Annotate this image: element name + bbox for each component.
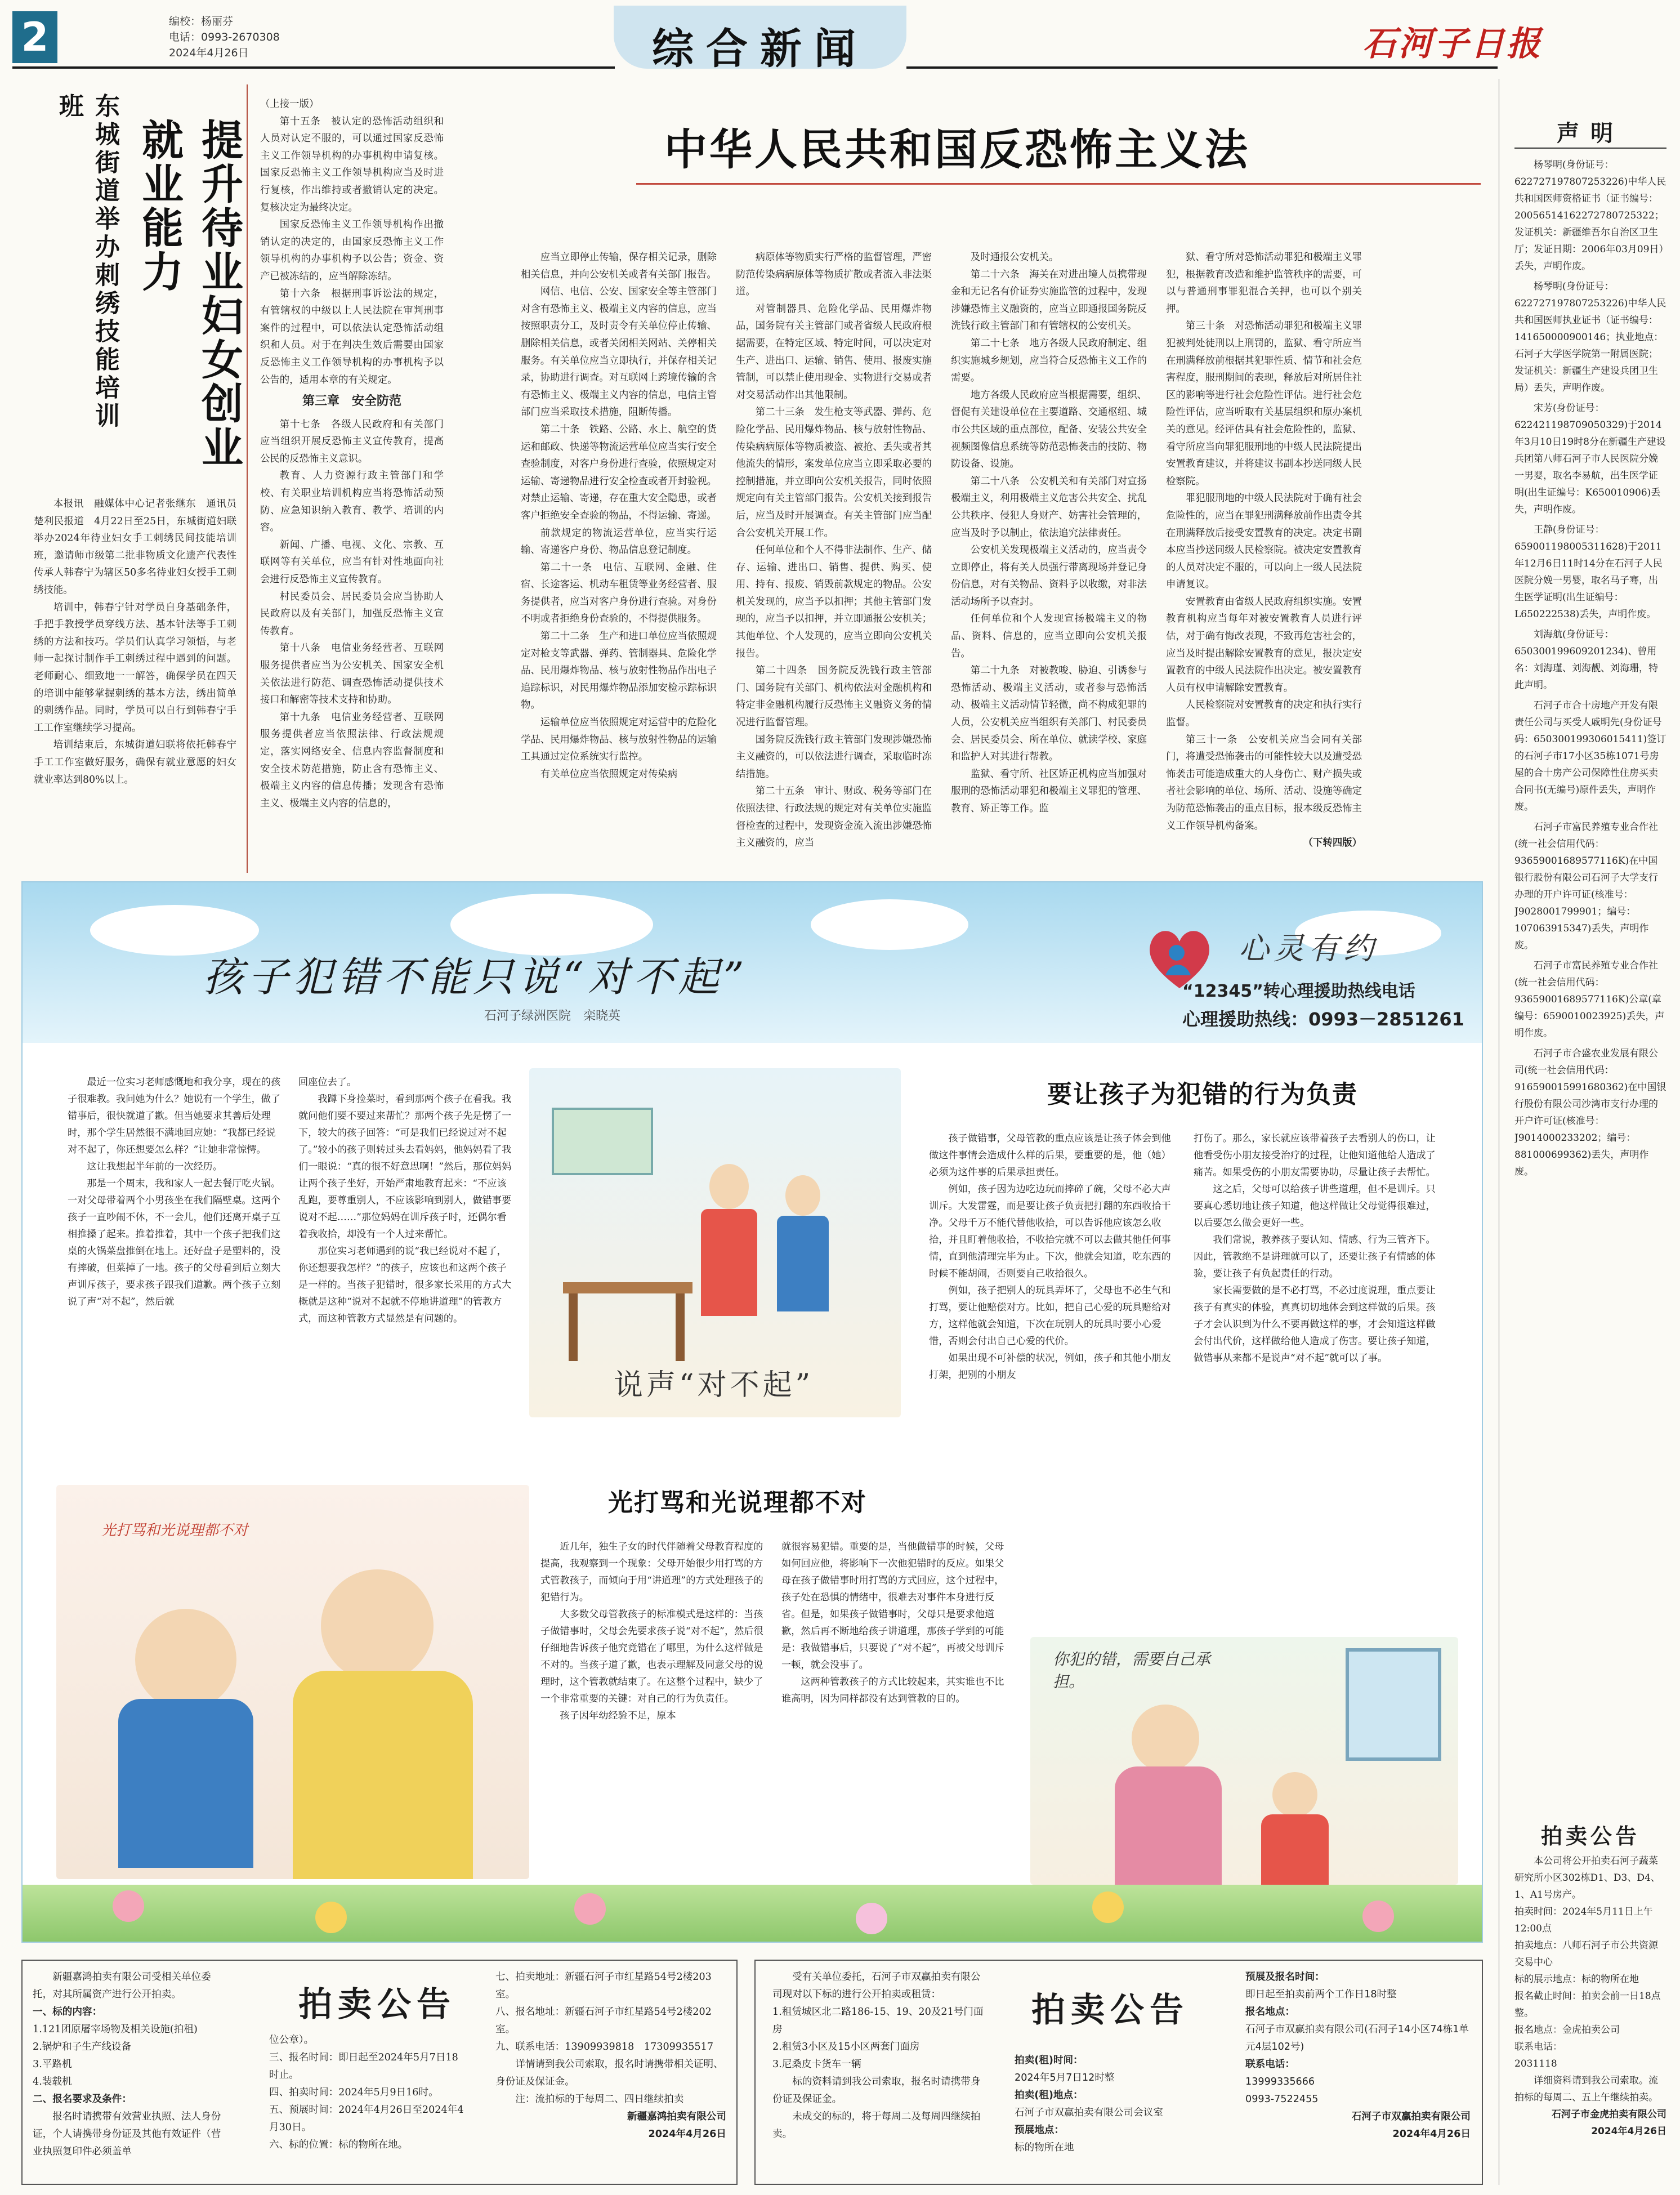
feature-paragraph: 例如，孩子把别人的玩具弄坏了，父母也不必生气和打骂，要让他赔偿对方。比如，把自己心爱的玩具赔给对方，这样他就会知道，下次在玩别人的玩具时要小心爱惜，否则会付出自己心爱的代价。 (929, 1285, 1171, 1347)
law-paragraph: 第十九条 电信业务经营者、互联网服务提供者应当依照法律、行政法规规定，落实网络安全、信息内容监督制度和安全技术防范措施，防止含有恐怖主义、极端主义内容的信息传播；发现含有恐怖主义、极端主义内容的信息的， (260, 711, 444, 809)
paper-name-logo: 石河子日报 (1362, 24, 1543, 64)
auction-item: 2.锅炉和子生产线设备 (33, 2041, 132, 2053)
sidebar-auction-date: 2024年4月26日 (1591, 2126, 1666, 2137)
law-paragraph: 第二十二条 生产和进口单位应当依照规定对枪支等武器、弹药、管制器具、危险化学品、民用爆炸物品、核与放射性物品作出电子追踪标识，对民用爆炸物品添加安检示踪标识物。 (521, 631, 717, 711)
law-paragraph: 地方各级人民政府应当根据需要，组织、督促有关建设单位在主要道路、交通枢纽、城市公共区域的重点部位，配备、安装公共安全视频图像信息系统等防范恐怖袭击的技防、物防设备、设施。 (951, 389, 1147, 470)
auction-ad-2-date: 2024年4月26日 (1392, 2129, 1471, 2140)
auction-ad-2-value: 0993-7522455 (1245, 2094, 1319, 2105)
hotline-2: 心理援助热线：0993－2851261 (1182, 1009, 1464, 1030)
law-paragraph: 村民委员会、居民委员会应当协助人民政府以及有关部门，加强反恐怖主义宣传教育。 (260, 591, 444, 637)
law-paragraph: 安置教育由省级人民政府组织实施。安置教育机构应当每年对被安置教育人员进行评估，对于确有悔改表现，不致再危害社会的，应当及时提出解除安置教育的意见，报决定安置教育的中级人民法院作出决定。被安置教育人员有权申请解除安置教育。 (1166, 596, 1362, 694)
law-paragraph: 第三十一条 公安机关应当会同有关部门，将遭受恐怖袭击的可能性较大以及遭受恐怖袭击可能造成重大的人身伤亡、财产损失或者社会影响的单位、场所、活动、设施等确定为防范恐怖袭击的重点目标，报本级反恐怖主义工作领导机构备案。 (1166, 734, 1362, 832)
law-column (260, 96, 444, 873)
law-paragraph: 公安机关发现极端主义活动的，应当责令立即停止，将有关人员强行带离现场并登记身份信息，对有关物品、资料予以收缴，对非法活动场所予以查封。 (951, 545, 1147, 608)
law-continued-note: （下转四版） (1303, 837, 1362, 849)
feature-logo-text: 心灵有约 (1239, 931, 1378, 966)
feature-paragraph: 如果出现不可补偿的状况，例如，孩子和其他小朋友打架，把别的小朋友 (929, 1353, 1171, 1381)
auction-ad-2-label: 预展及报名时间： (1245, 1971, 1325, 1983)
editor-info (169, 14, 280, 61)
feature-paragraph: 那位实习老师遇到的说“我已经说对不起了，你还想要我怎样？”的孩子，应该也和这两个孩子是一样的。当孩子犯错时，很多家长采用的方式大概就是这种“说对不起就不停地讲道理”的管教方式，而这种管教方式显然是有问题的。 (298, 1246, 512, 1324)
auction-ad-2-label: 拍卖(租)地点： (1015, 2090, 1083, 2101)
auction-ad-1-line: 三、报名时间：即日起至2024年5月7日18时止。 (269, 2052, 458, 2081)
sidebar-auction-line: 拍卖时间：2024年5月11日上午12:00点 (1514, 1906, 1653, 1934)
law-paragraph: 任何单位和个人不得非法制作、生产、储存、运输、进出口、销售、提供、购买、使用、持有、报废、销毁前款规定的物品。公安机关发现的，应当予以扣押；其他主管部门发现的，应当予以扣押，并立即通报公安机关；其他单位、个人发现的，应当立即向公安机关报告。 (736, 545, 932, 659)
auction-ad-1-date: 2024年4月26日 (648, 2129, 726, 2140)
law-paragraph: 第十五条 被认定的恐怖活动组织和人员对认定不服的，可以通过国家反恐怖主义工作领导机构的办事机构申请复核。国家反恐怖主义工作领导机构应当及时进行复核，作出维持或者撤销认定的决定。复核决定为最终决定。 (260, 115, 444, 213)
feature-paragraph: 孩子做错事，父母管教的重点应该是让孩子体会到他做这件事情会造成什么样的后果，要重要的是，他（她）必须为这件事的后果承担责任。 (929, 1133, 1171, 1178)
statement-heading-rule (1514, 148, 1666, 149)
feature-paragraph: 这两种管教孩子的方式比较起来，其实谁也不比谁高明，因为同样都没有达到管教的目的。 (781, 1676, 1004, 1705)
feature-paragraph: 那是一个周末，我和家人一起去餐厅吃火锅。一对父母带着两个小男孩坐在我们隔壁桌。这两个孩子一直吵闹不休，不一会儿，他们还离开桌子互相推搡了起来。推着推着，其中一个孩子把我们这桌的火锅菜盘推倒在地上。还好盘子是塑料的，没有摔破，但菜掉了一地。孩子的父母看到后立刻大声训斥孩子，要求孩子跟我们道歉。两个孩子立刻说了声“对不起”，然后就 (68, 1178, 281, 1308)
statement-entry: 石河子市富民养殖专业合作社(统一社会信用代码：93659001689577116K)公章(章编号：65900100239​25)丢失，声明作废。 (1514, 960, 1665, 1039)
sidebar-auction-line: 联系电话： (1514, 2041, 1562, 2053)
feature-paragraph: 例如，孩子因为边吃边玩而摔碎了碗，父母不必大声训斥。大发雷霆，而是要让孩子负责把打翻的东西收拾干净。父母千万不能代替他收拾，可以告诉他应该怎么收拾，并且盯着他收拾，不收拾完就不可以去做其他任何事情，直到他清理完毕为止。下次，他就会知道，吃东西的时候不能胡闹，否则要自己收拾很久。 (929, 1184, 1171, 1279)
law-paragraph: 新闻、广播、电视、文化、宗教、互联网等有关单位，应当有针对性地面向社会进行反恐怖主义宣传教育。 (260, 539, 444, 586)
auction-ad-1-line: 位公章）。 (269, 2035, 314, 2046)
illustration-apology (529, 1068, 901, 1417)
auction-ad-1-req: 报名时请携带有效营业执照、法人身份证，个人请携带身份证及其他有效证件（营业执照复印件必须盖单 (33, 2111, 221, 2157)
section-title: 综合新闻 (652, 25, 868, 73)
sidebar-auction-line: 本公司将公开拍卖石河子蔬菜研究所小区302栋D1、D3、D4、1、A1号房产。 (1514, 1855, 1660, 1900)
auction-ad-1-req-title: 二、报名要求及条件： (33, 2094, 132, 2105)
masthead (0, 0, 1680, 73)
left-article-title: 提升待业妇女创业就业能力 (135, 118, 243, 470)
illustration-apology-caption: 说声“对不起” (614, 1368, 814, 1402)
auction-ad-1-line: 五、预展时间：2024年4月26日至2024年4月30日。 (269, 2104, 464, 2133)
feature-paragraph: 就很容易犯错。重要的是，当他做错事的时候，父母如何回应他，将影响下一次他犯错时的反应。如果父母在孩子做错事时用打骂的方式回应，这个过程中，孩子处在恐惧的情绪中，很难去对事件本身进行反省。但是，如果孩子做错事时，父母只是要求他道歉，然后再不断地给孩子讲道理，那孩子学到的可能是：我做错事后，只要说了“对不起”，再被父母训斥一顿，就会没事了。 (781, 1541, 1004, 1671)
feature-byline: 石河子绿洲医院 栾晓英 (484, 1009, 621, 1023)
auction-ad-2-value: 标的物所在地 (1015, 2142, 1074, 2153)
auction-ad-2 (754, 1960, 1483, 2185)
masthead-rule-left (12, 66, 615, 69)
auction-ad-2-mid (1015, 2052, 1212, 2181)
auction-ad-1-line: 注：流拍标的于每周二、四日继续拍卖 (515, 2094, 684, 2105)
feature-section2-col2 (781, 1538, 1007, 1882)
auction-ad-1-mid (269, 2032, 466, 2184)
feature-paragraph: 家长需要做的是不必打骂，不必过度说理，重点要让孩子有真实的体验，真真切切地体会到这样做的后果。孩子才会认识到为什么不要再做这样的事，才会知道这样做会付出代价，这样做给他人造成了伤害。要让孩子知道，做错事从来都不是说声“对不起”就可以了事。 (1194, 1285, 1436, 1364)
sidebar-auction-line: 详细资料请到我公司索取。流拍标的每周二、五上午继续拍卖。 (1514, 2075, 1658, 2103)
auction-ad-1-sign: 新疆嘉鸿拍卖有限公司 (627, 2111, 726, 2122)
auction-ad-2-value: 13999335666 (1245, 2076, 1315, 2087)
law-paragraph: 教育、人力资源行政主管部门和学校、有关职业培训机构应当将恐怖活动预防、应急知识纳入教育、教学、培训的内容。 (260, 470, 444, 534)
auction-ad-2-label: 预展地点： (1015, 2125, 1064, 2136)
auction-ad-1-line: 八、报名地址：新疆石河子市红星路54号2楼202室。 (495, 2006, 712, 2035)
auction-item: 1.121团原屠宰场物及相关设施(拍租) (33, 2024, 198, 2035)
law-paragraph: 网信、电信、公安、国家安全等主管部门对含有恐怖主义、极端主义内容的信息，应当按照职责分工，及时责令有关单位停止传输、删除相关信息，或者关闭相关网站、关停相关服务。有关单位应当立即执行，并保存相关记录，协助进行调查。对互联网上跨境传输的含有恐怖主义、极端主义内容的信息，电信主管部门应当采取技术措施，阻断传播。 (521, 286, 717, 418)
auction-ad-2-left (772, 1969, 986, 2183)
law-paragraph: 第二十三条 发生枪支等武器、弹药、危险化学品、民用爆炸物品、核与放射性物品、传染病病原体等物质被盗、被抢、丢失或者其他流失的情形，案发单位应当立即采取必要的控制措施，并立即向公安机关报告，同时依照规定向有关主管部门报告。公安机关接到报告后，应当及时开展调查。有关主管部门应当配合公安机关开展工作。 (736, 407, 932, 539)
law-paragraph: 病原体等物质实行严格的监督管理，严密防范传染病病原体等物质扩散或者流入非法渠道。 (736, 252, 932, 298)
left-article-paragraph: 培训结束后，东城街道妇联将依托韩春宁手工工作室做好服务，确保有就业意愿的妇女就业率达到80%以上。 (34, 739, 236, 786)
law-column (521, 249, 717, 873)
statement-entry: 杨琴明(身份证号：622727197807253226)中华人民共和国医师执业证书（证书编号：141650000900146；执业地点：石河子大学医学院第一附属医院；发证机关：新疆生产建设兵团卫生局）丢失，声明作废。 (1514, 281, 1666, 394)
left-article-subtitle: 东城街道举办刺绣技能培训班 (55, 93, 119, 431)
feature-paragraph: 打伤了。那么，家长就应该带着孩子去看别人的伤口，让他看受伤小朋友接受治疗的过程，让他知道他给人造成了痛苦。如果受伤的小朋友需要协助，尽量让孩子去帮忙。 (1194, 1133, 1436, 1178)
law-paragraph: 第二十一条 电信、互联网、金融、住宿、长途客运、机动车租赁等业务经营者、服务提供者，应当对客户身份进行查验。对身份不明或者拒绝身份查验的，不得提供服务。 (521, 561, 717, 625)
auction-ad-2-line: 受有关单位委托，石河子市双赢拍卖有限公司现对以下标的进行公开拍卖或租赁： (772, 1971, 981, 2000)
auction-ad-2-line: 3.尼桑皮卡货车一辆 (772, 2059, 861, 2070)
auction-ad-2-sign: 石河子市双赢拍卖有限公司 (1351, 2111, 1471, 2122)
auction-ad-2-value: 即日起至拍卖前两个工作日18时整 (1245, 1989, 1397, 2000)
law-paragraph: 及时通报公安机关。 (970, 252, 1059, 263)
editor-phone: 电话：0993-2670308 (169, 31, 280, 43)
auction-ad-2-line: 未成交的标的，将于每周二及每周四继续拍卖。 (772, 2111, 981, 2140)
feature-paragraph: 这让我想起半年前的一次经历。 (87, 1161, 223, 1172)
auction-ad-1-left (33, 1969, 230, 2183)
statement-entry: 王静(身份证号：659001198005311628)于2011年12月6日11时14分在石河子人民医院分娩一男婴，取名马子骞，出生医学证明(出生证编号：L650222538)丢失，声明作废。 (1514, 524, 1663, 620)
auction-ad-2-value: 石河子市双赢拍卖有限公司会议室 (1015, 2107, 1163, 2118)
law-column (1166, 249, 1362, 873)
law-paragraph: 国务院反洗钱行政主管部门发现涉嫌恐怖主义融资的，可以依法进行调查，采取临时冻结措施。 (736, 734, 932, 780)
auction-ad-2-right (1245, 1969, 1471, 2183)
law-paragraph: 人民检察院对安置教育的决定和执行实行监督。 (1166, 699, 1362, 729)
feature-intro-col1 (68, 1074, 282, 1468)
law-paragraph: 国家反恐怖主义工作领导机构作出撤销认定的决定的，由国家反恐怖主义工作领导机构的办事机构予以公告；资金、资产已被冻结的，应当解除冻结。 (260, 219, 444, 282)
auction-ad-2-value: 2024年5月7日12时整 (1015, 2072, 1115, 2084)
feature-paragraph: 这之后，父母可以给孩子讲些道理，但不是训斥。只要真心悉切地让孩子知道，他这样做让父母觉得很难过，以后要怎么做会更好一些。 (1194, 1184, 1436, 1229)
auction-ad-2-label: 联系电话： (1245, 2059, 1295, 2070)
law-paragraph: 第二十四条 国务院反洗钱行政主管部门、国务院有关部门、机构依法对金融机构和特定非金融机构履行反恐怖主义融资义务的情况进行监督管理。 (736, 665, 932, 729)
auction-ad-1-line: 七、拍卖地址：新疆石河子市红星路54号2楼203室。 (495, 1971, 712, 2000)
statement-entry: 石河子市合盛农业发展有限公司(统一社会信用代码：916590015991680362)在中国银行股份有限公司沙湾市支行办理的开户许可证(核准号：J9014000233202；编号：881000699362)丢失，声明作废。 (1514, 1048, 1666, 1177)
sidebar-auction-line: 报名地点：金虎拍卖公司 (1514, 2024, 1620, 2036)
sidebar-auction-line: 2031118 (1514, 2058, 1557, 2069)
sidebar-auction-line: 拍卖地点：八师石河子市公共资源交易中心 (1514, 1940, 1658, 1968)
law-paragraph: （上接一版） (260, 99, 319, 110)
statement-entry: 宋芳(身份证号：622421198709050329)于2014年3月10日19时8分在新疆生产建设兵团第八师石河子市人民医院分娩一男婴，取名李易航，出生医学证明(出生证编号：K650010906)丢失，声明作废。 (1514, 403, 1666, 515)
auction-ad-1-line: 四、拍卖时间：2024年5月9日16时。 (269, 2087, 439, 2098)
feature-paragraph: 我们常说，教养孩子要认知、情感、行为三管齐下。因此，管教绝不是讲理就可以了，还要让孩子有情感的体验，要让孩子有负起责任的行动。 (1194, 1234, 1436, 1279)
masthead-rule-right (906, 66, 1498, 69)
auction-ad-1-right (495, 1969, 726, 2183)
sidebar-auction-sign: 石河子市金虎拍卖有限公司 (1552, 2109, 1666, 2120)
feature-paragraph: 我蹲下身捡菜时，看到那两个孩子在看我。我就问他们要不要过来帮忙？那两个孩子先是愣了一下，较大的孩子回答：“可是我们已经说过对不起了。”较小的孩子则转过头去看妈妈，他妈妈看了我们一眼说：“真的很不好意思啊！”然后，那位妈妈让两个孩子坐好，开始严肃地教育起来：“不应该乱跑，要尊重别人，不应该影响到别人，做错事要说对不起……”那位妈妈在训斥孩子时，还偶尔看着我收拾，却没有一个人过来帮忙。 (298, 1094, 512, 1240)
feature-paragraph: 近几年，独生子女的时代伴随着父母教育程度的提高，我观察到一个现象：父母开始很少用打骂的方式管教孩子，而倾向于用“讲道理”的方式处理孩子的犯错行为。 (540, 1541, 763, 1603)
feature-title: 孩子犯错不能只说“对不起” (203, 953, 749, 1001)
law-paragraph: 第二十九条 对被教唆、胁迫、引诱参与恐怖活动、极端主义活动，或者参与恐怖活动、极端主义活动情节轻微，尚不构成犯罪的人员，公安机关应当组织有关部门、村民委员会、居民委员会、所在单位、就读学校、家庭和监护人对其进行帮教。 (951, 665, 1147, 763)
illustration-responsibility (1030, 1637, 1458, 1885)
law-paragraph: 第十八条 电信业务经营者、互联网服务提供者应当为公安机关、国家安全机关依法进行防范、调查恐怖活动提供技术接口和解密等技术支持和协助。 (260, 643, 444, 706)
law-paragraph: 第二十七条 地方各级人民政府制定、组织实施城乡规划，应当符合反恐怖主义工作的需要。 (951, 337, 1147, 384)
law-paragraph: 有关单位应当依照规定对传染病 (540, 768, 678, 780)
page-number-badge: 2 (12, 11, 57, 63)
auction-item: 4.装载机 (33, 2076, 72, 2087)
law-title: 中华人民共和国反恐怖主义法 (664, 124, 1250, 175)
auction-ad-2-value: 石河子市双赢拍卖有限公司(石河子14小区74栋1单元4层102号) (1245, 2024, 1469, 2053)
left-column-divider (247, 84, 248, 873)
sidebar-auction-body (1514, 1853, 1666, 2185)
illustration-scolding (56, 1485, 529, 1879)
law-paragraph: 第二十六条 海关在对进出境人员携带现金和无记名有价证券实施监管的过程中，发现涉嫌恐怖主义融资的，应当立即通报国务院反洗钱行政主管部门和有管辖权的公安机关。 (951, 269, 1147, 332)
law-paragraph: 第二十八条 公安机关和有关部门对宣扬极端主义，利用极端主义危害公共安全、扰乱公共秩序、侵犯人身财产、妨害社会管理的，应当及时予以制止，依法追究法律责任。 (951, 475, 1147, 539)
auction-ad-2-line: 1.租赁城区北二路186-15、19、20及21号门面房 (772, 2006, 984, 2035)
feature-section1-title: 要让孩子为犯错的行为负责 (1047, 1080, 1358, 1109)
auction-ad-2-line: 2.租赁3小区及15小区两套门面房 (772, 2041, 920, 2053)
statement-entry: 杨琴明(身份证号：62272719780725​3226)中华人民共和国医师资格证书（证书编号：200565141622727807253​22；发证机关：新疆维吾尔自治区卫生厅；发证日期：2006年03月09日）丢失，声明作废。 (1514, 159, 1666, 272)
statement-list (1514, 157, 1666, 1818)
law-paragraph: 对管制器具、危险化学品、民用爆炸物品，国务院有关主管部门或者省级人民政府根据需要，在特定区域、特定时间，可以决定对生产、进出口、运输、销售、使用、报废实施管制，可以禁止使用现金、实物进行交易或者对交易活动作出其他限制。 (736, 303, 932, 401)
auction-ad-2-line: 标的资料请到我公司索取，报名时请携带身份证及保证金。 (772, 2076, 981, 2105)
sidebar-auction-line: 标的展示地点：标的物所在地 (1514, 1974, 1639, 1985)
left-article-body (34, 496, 236, 845)
law-paragraph: 前款规定的物流运营单位，应当实行运输、寄递客户身份、物品信息登记制度。 (521, 527, 717, 556)
law-paragraph: 运输单位应当依照规定对运营中的危险化学品、民用爆炸物品、核与放射性物品的运输工具通过定位系统实行监控。 (521, 717, 717, 763)
law-chapter-heading: 第三章 安全防范 (302, 394, 401, 409)
auction-ad-1 (21, 1960, 738, 2185)
feature-paragraph: 回座位去了。 (298, 1077, 357, 1088)
feature-intro-col2 (298, 1074, 512, 1468)
feature-paragraph: 大多数父母管教孩子的标准模式是这样的：当孩子做错事时，父母会先要求孩子说“对不起”，然后很仔细地告诉孩子他究竟错在了哪里，为什么这样做是不对的。当孩子道了歉，也表示理解及同意父母的说理时，这个管教就结束了。在这整个过程中，缺少了一个非常重要的关键：对自己的行为负责任。 (540, 1609, 763, 1705)
statement-heading: 声明 (1557, 121, 1624, 146)
sidebar-auction-line: 报名截止时间：拍卖会前一日18点整。 (1514, 1991, 1661, 2019)
auction-ad-1-items-title: 一、标的内容： (33, 2006, 102, 2018)
law-paragraph: 第三十条 对恐怖活动罪犯和极端主义罪犯被判处徒刑以上刑罚的，监狱、看守所应当在刑满释放前根据其犯罪性质、情节和社会危害程度，服刑期间的表现，释放后对所居住社区的影响等进行社会危险性评估。进行社会危险性评估，应当听取有关基层组织和原办案机关的意见。经评估具有社会危险性的，监狱、看守所应当向罪犯服刑地的中级人民法院提出安置教育建议，并将建议书副本抄送同级人民检察院。 (1166, 320, 1362, 487)
feature-section2-col1 (540, 1538, 766, 1882)
law-paragraph: 应当立即停止传输，保存相关记录，删除相关信息，并向公安机关或者有关部门报告。 (521, 252, 717, 280)
auction-ad-1-title: 拍卖公告 (298, 1985, 456, 2024)
issue-date: 2024年4月26日 (169, 47, 249, 59)
left-article-paragraph: 本报讯 融媒体中心记者张继东 通讯员楚利民报道 4月22日至25日，东城街道妇联举办2024年待业妇女手工刺绣民间技能培训班，邀请师市级第二批非物质文化遗产代表性传承人韩春宁为辖区50多名待业妇女授手工刺绣技能。 (34, 498, 236, 596)
law-column (951, 249, 1147, 873)
sidebar-auction-heading: 拍卖公告 (1540, 1824, 1640, 1849)
auction-ad-1-line: 九、联系电话：13909939818 17309935517 (495, 2041, 714, 2053)
feature-frame (21, 881, 1483, 1943)
law-paragraph: 第二十五条 审计、财政、税务等部门在依照法律、行政法规的规定对有关单位实施监督检查的过程中，发现资金流入流出涉嫌恐怖主义融资的，应当 (736, 786, 932, 849)
left-article-paragraph: 培训中，韩春宁针对学员自身基础条件，手把手教授学员穿线方法、基本针法等手工刺绣的方法和技巧。学员们认真学习领悟，与老师一起探讨制作手工刺绣过程中遇到的问题。老师耐心、细致地一一解答，确保学员在四天的培训中能够掌握刺绣的基本方法，绣出简单的刺绣作品。同时，学员可以自行到韩春宁手工工作室继续学习提高。 (34, 601, 236, 734)
auction-ad-1-line: 详情请到我公司索取，报名时请携带相关证明、身份证及保证金。 (495, 2059, 723, 2087)
auction-ad-1-line: 六、标的位置：标的物所在地。 (269, 2139, 408, 2151)
auction-ad-2-label: 拍卖(租)时间： (1015, 2055, 1083, 2066)
auction-ad-2-title: 拍卖公告 (1031, 1991, 1189, 2030)
law-paragraph: 罪犯服刑地的中级人民法院对于确有社会危险性的，应当在罪犯刑满释放前作出责令其在刑满释放后接受安置教育的决定。决定书副本应当抄送同级人民检察院。被决定安置教育的人员对决定不服的，可以向上一级人民法院申请复议。 (1166, 493, 1362, 591)
grass-strip (23, 1885, 1483, 1943)
auction-item: 3.平路机 (33, 2059, 72, 2070)
law-paragraph: 狱、看守所对恐怖活动罪犯和极端主义罪犯，根据教育改造和维护监管秩序的需要，可以与普通刑事罪犯混合关押，也可以个别关押。 (1166, 252, 1362, 315)
hotline-1: “12345”转心理援助热线电话 (1182, 981, 1415, 1001)
editor: 编校：杨丽芬 (169, 15, 234, 28)
statement-entry: 刘海航(身份证号：650300199609201234)、曾用名：刘海瑾、刘海靓、刘海珊，特此声明。 (1514, 629, 1658, 691)
law-paragraph: 第十七条 各级人民政府和有关部门应当组织开展反恐怖主义宣传教育，提高公民的反恐怖主义意识。 (260, 418, 444, 465)
statement-entry: 石河子市合十房地产开发有限责任公司与买受人戚明先(身份证号码：650300199306015411)签订的石河子市17小区35栋1071号房屋的合十房产公司保障性住房买卖合同书(无编号)原件丢失，声明作废。 (1514, 700, 1666, 813)
feature-paragraph: 最近一位实习老师感慨地和我分享，现在的孩子很难教。我问她为什么？她说有一个学生，做了错事后，很快就道了歉。但当她要求其善后处理时，那个学生居然很不满地回应她：“我都已经说对不起了，你还想要怎么样？”让她非常惊愕。 (68, 1077, 281, 1156)
feature-section1-col2 (1194, 1130, 1441, 1631)
auction-ad-2-label: 报名地点： (1245, 2006, 1295, 2018)
law-paragraph: 第二十条 铁路、公路、水上、航空的货运和邮政、快递等物流运营单位应当实行安全查验制度，对客户身份进行查验，依照规定对运输、寄递物品进行安全检查或者开封验视。对禁止运输、寄递，存在重大安全隐患，或者客户拒绝安全查验的物品，不得运输、寄递。 (521, 423, 717, 521)
law-column (736, 249, 932, 873)
illustration-scolding-caption: 光打骂和光说理都不对 (101, 1522, 248, 1539)
illustration-responsibility-caption: 你犯的错，需要自己承担。 (1053, 1650, 1211, 1691)
feature-paragraph: 孩子因年幼经验不足，原本 (560, 1710, 676, 1721)
feature-section2-title: 光打骂和光说理都不对 (608, 1488, 867, 1517)
law-title-rule (636, 183, 1481, 185)
auction-ad-1-intro: 新疆嘉鸿拍卖有限公司受相关单位委托，对其所属资产进行公开拍卖。 (33, 1971, 211, 2000)
law-paragraph: 任何单位和个人发现宣扬极端主义的物品、资料、信息的，应当立即向公安机关报告。 (951, 613, 1147, 659)
law-paragraph: 第十六条 根据刑事诉讼法的规定，有管辖权的中级以上人民法院在审判刑事案件的过程中，可以依法认定恐怖活动组织和人员。对于在判决生效后需要由国家反恐怖主义工作领导机构的办事机构予以公告的，适用本章的有关规定。 (260, 288, 444, 386)
statement-entry: 石河子市富民养殖专业合作社(统一社会信用代码：93659001689577116K)在中国银行股份有限公司石河子大学支行办理的开户许可证(核准号：J9028001799901；编号：10706391534​7)丢失，声明作废。 (1514, 822, 1658, 951)
law-paragraph: 监狱、看守所、社区矫正机构应当加强对服刑的恐怖活动罪犯和极端主义罪犯的管理、教育、矫正等工作。监 (951, 768, 1147, 814)
